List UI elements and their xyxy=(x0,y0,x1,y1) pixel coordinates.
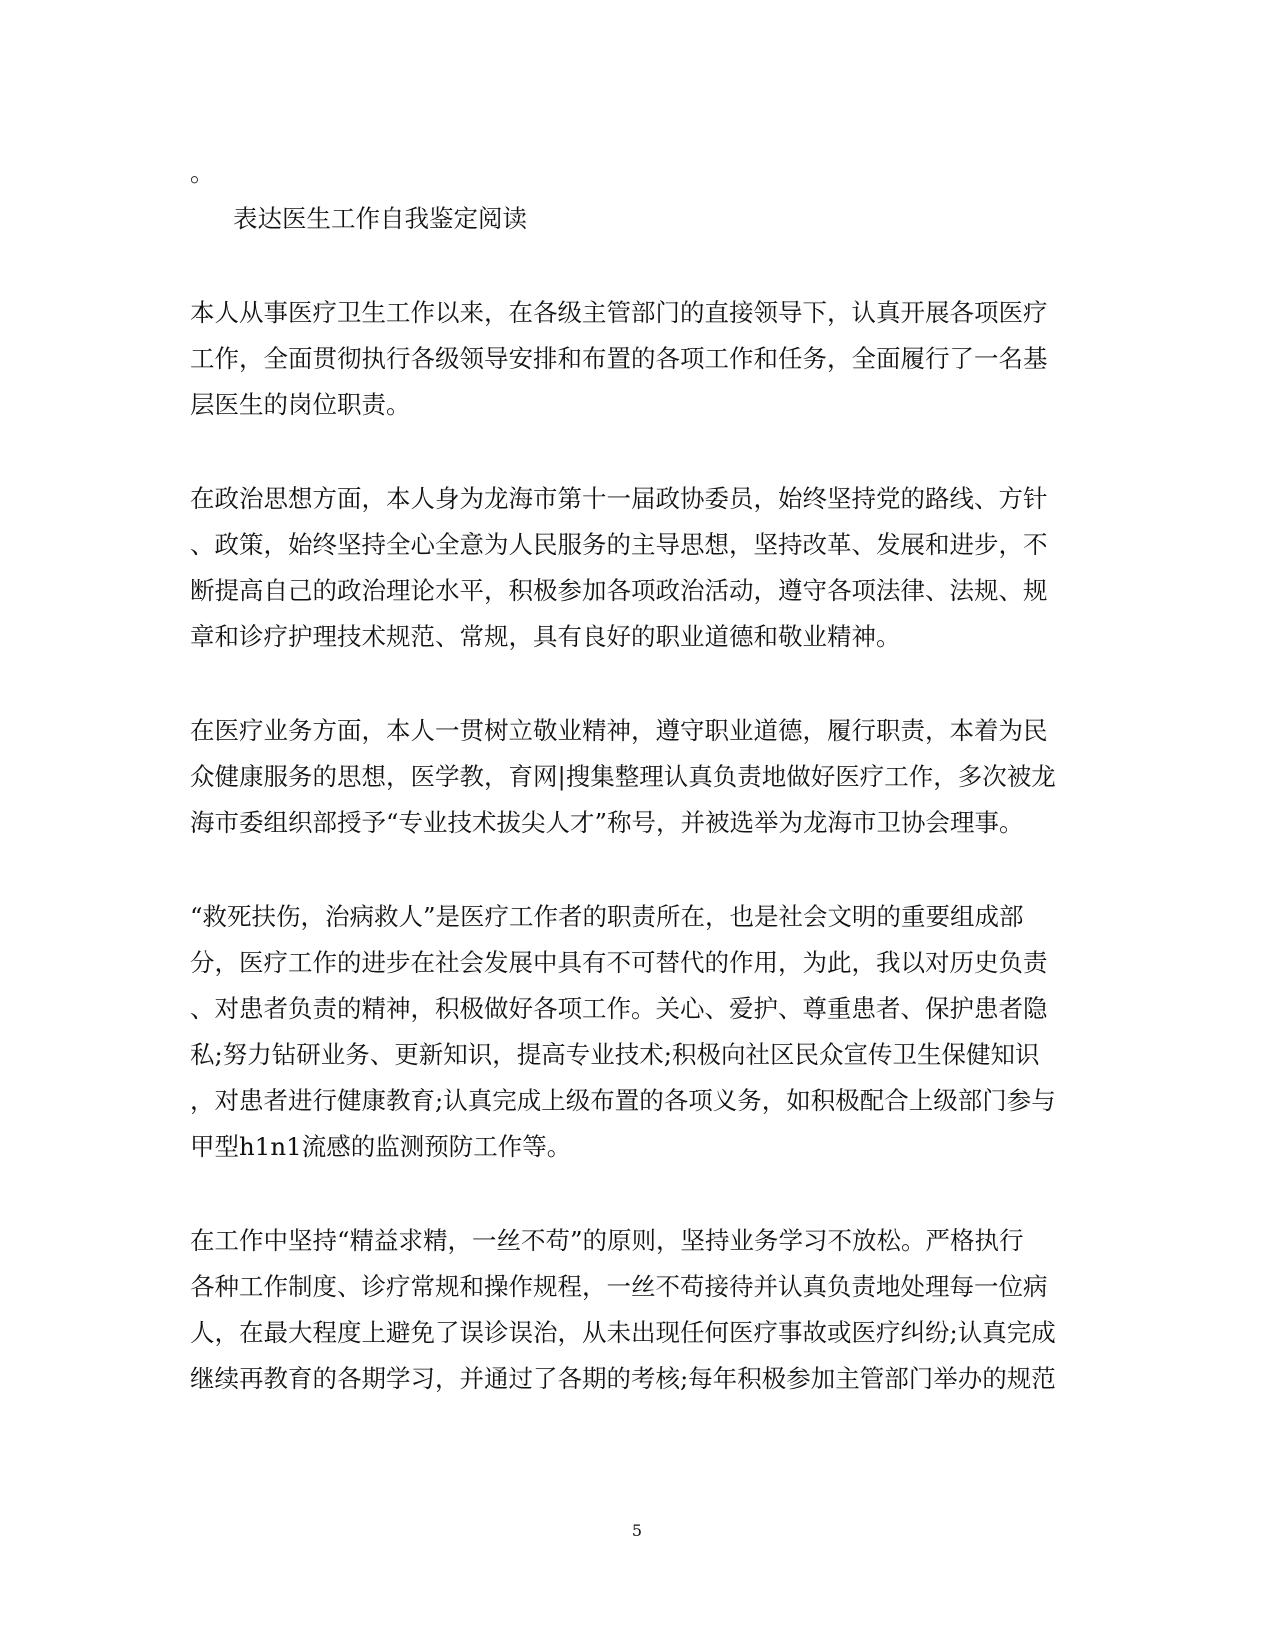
paragraph-1-line-2: 工作，全面贯彻执行各级领导安排和布置的各项工作和任务，全面履行了一名基 xyxy=(190,344,1048,373)
paragraph-1-line-1: 本人从事医疗卫生工作以来，在各级主管部门的直接领导下，认真开展各项医疗 xyxy=(190,298,1048,327)
paragraph-5-line-4: 继续再教育的各期学习，并通过了各期的考核;每年积极参加主管部门举办的规范 xyxy=(190,1364,1056,1393)
paragraph-2-line-4: 章和诊疗护理技术规范、常规，具有良好的职业道德和敬业精神。 xyxy=(190,622,901,651)
paragraph-4-line-2: 分，医疗工作的进步在社会发展中具有不可替代的作用，为此，我以对历史负责 xyxy=(190,948,1048,977)
paragraph-4-line-5: ，对患者进行健康教育;认真完成上级布置的各项义务，如积极配合上级部门参与 xyxy=(190,1086,1056,1115)
paragraph-2-line-1: 在政治思想方面，本人身为龙海市第十一届政协委员，始终坚持党的路线、方针 xyxy=(190,484,1048,513)
paragraph-3-line-1: 在医疗业务方面，本人一贯树立敬业精神，遵守职业道德，履行职责，本着为民 xyxy=(190,716,1048,745)
paragraph-4-line-3: 、对患者负责的精神，积极做好各项工作。关心、爱护、尊重患者、保护患者隐 xyxy=(190,994,1048,1023)
document-title: 表达医生工作自我鉴定阅读 xyxy=(233,204,527,233)
paragraph-5-line-2: 各种工作制度、诊疗常规和操作规程，一丝不苟接待并认真负责地处理每一位病 xyxy=(190,1272,1048,1301)
paragraph-4-line-1: “救死扶伤，治病救人”是医疗工作者的职责所在，也是社会文明的重要组成部 xyxy=(190,902,1024,931)
paragraph-2-line-3: 断提高自己的政治理论水平，积极参加各项政治活动，遵守各项法律、法规、规 xyxy=(190,576,1048,605)
paragraph-1-line-3: 层医生的岗位职责。 xyxy=(190,390,411,419)
paragraph-3-line-3: 海市委组织部授予“专业技术拔尖人才”称号，并被选举为龙海市卫协会理事。 xyxy=(190,808,1024,837)
paragraph-2-line-2: 、政策，始终坚持全心全意为人民服务的主导思想，坚持改革、发展和进步，不 xyxy=(190,530,1048,559)
paragraph-4-line-4: 私;努力钻研业务、更新知识，提高专业技术;积极向社区民众宣传卫生保健知识 xyxy=(190,1040,1040,1069)
paragraph-4-line-6: 甲型h1n1流感的监测预防工作等。 xyxy=(190,1132,572,1161)
stray-period: 。 xyxy=(190,158,215,187)
paragraph-5-line-1: 在工作中坚持“精益求精，一丝不苟”的原则，坚持业务学习不放松。严格执行 xyxy=(190,1226,1024,1255)
paragraph-3-line-2: 众健康服务的思想，医学教，育网|搜集整理认真负责地做好医疗工作，多次被龙 xyxy=(190,762,1056,791)
page-number: 5 xyxy=(631,1521,643,1540)
paragraph-5-line-3: 人，在最大程度上避免了误诊误治，从未出现任何医疗事故或医疗纠纷;认真完成 xyxy=(190,1318,1056,1347)
